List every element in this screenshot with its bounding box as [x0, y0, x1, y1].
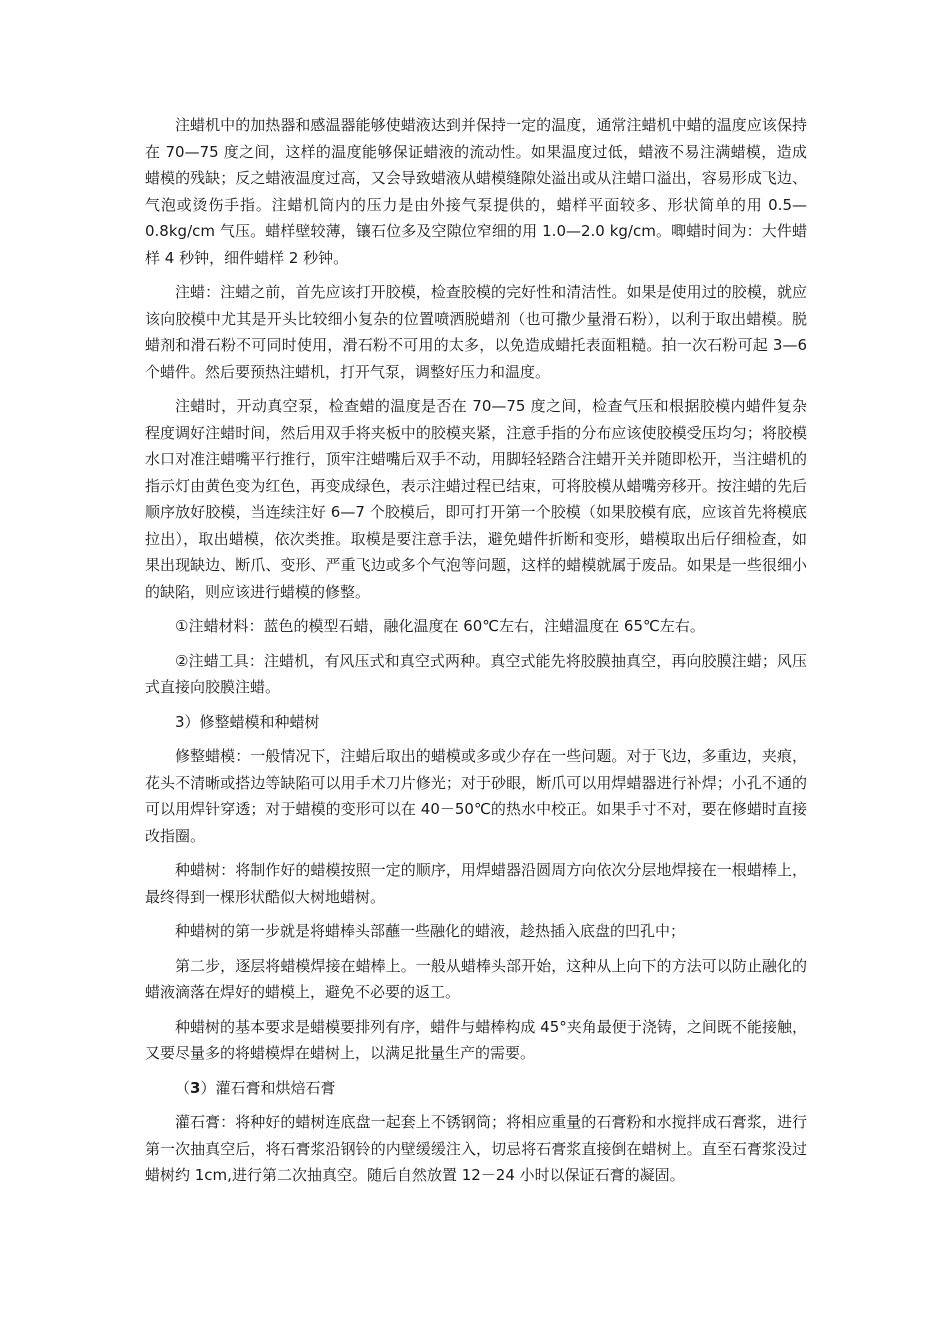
paragraph-trim-wax-model: 修整蜡模：一般情况下，注蜡后取出的蜡模或多或少存在一些问题。对于飞边，多重边，夹痕，花头不清晰或搭边等缺陷可以用手术刀片修光；对于砂眼，断爪可以用焊蜡器进行补焊；小孔不通的可以用焊针穿透；对于蜡模的变形可以在 40－50℃的热水中校正。如果手寸不对，要在修蜡时直接改指圈。 [145, 747, 807, 845]
paragraph-pour-plaster: 灌石膏：将种好的蜡树连底盘一起套上不锈钢筒；将相应重量的石膏粉和水搅拌成石膏浆，进行第一次抽真空后，将石膏浆沿钢铃的内壁缓缓注入，切忌将石膏浆直接倒在蜡树上。直至石膏浆没过蜡树约 1cm,进行第二次抽真空。随后自然放置 12－24 小时以保证石膏的凝固。 [145, 1113, 807, 1184]
document-page [145, 112, 807, 1197]
paragraph-wax-tree-step2: 第二步，逐层将蜡模焊接在蜡棒上。一般从蜡棒头部开始，这种从上向下的方法可以防止融化的蜡液滴落在焊好的蜡模上，避免不必要的返工。 [145, 956, 807, 1001]
heading-number: 3 [190, 1078, 201, 1097]
section-heading-plaster [145, 1075, 807, 1102]
paragraph-injection-tools: ②注蜡工具：注蜡机，有风压式和真空式两种。真空式能先将胶膜抽真空，再向胶膜注蜡；风压式直接向胶膜注蜡。 [145, 651, 807, 696]
paragraph-injection-procedure: 注蜡时，开动真空泵，检查蜡的温度是否在 70—75 度之间，检查气压和根据胶模内蜡件复杂程度调好注蜡时间，然后用双手将夹板中的胶模夹紧，注意手指的分布应该使胶模受压均匀；将胶模水口对准注蜡嘴平行推行，顶牢注蜡嘴后双手不动，用脚轻轻踏合注蜡开关并随即松开，当注蜡机的指示灯由黄色变为红色，再变成绿色，表示注蜡过程已结束，可将胶模从蜡嘴旁移开。按注蜡的先后顺序放好胶模，当连续注好 6—7 个胶模后，即可打开第一个胶模（如果胶模有底，应该首先将模底拉出），取出蜡模，依次类推。取模是要注意手法，避免蜡件折断和变形，蜡模取出后仔细检查，如果出现缺边、断爪、变形、严重飞边或多个气泡等问题，这样的蜡模就属于废品。如果是一些很细小的缺陷，则应该进行蜡模的修整。 [145, 397, 807, 601]
section-heading-trim-and-tree: 3）修整蜡模和种蜡树 [175, 712, 320, 731]
paragraph-injector-temperature: 注蜡机中的加热器和感温器能够使蜡液达到并保持一定的温度，通常注蜡机中蜡的温度应该保持在 70—75 度之间，这样的温度能够保证蜡液的流动性。如果温度过低，蜡液不易注满蜡模，造成蜡模的残缺；反之蜡液温度过高，又会导致蜡液从蜡模缝隙处溢出或从注蜡口溢出，容易形成飞边、气泡或烫伤手指。注蜡机筒内的压力是由外接气泵提供的，蜡样平面较多、形状简单的用 0.5—0.8kg/cm 气压。蜡样壁较薄，镶石位多及空隙位窄细的用 1.0—2.0 kg/cm。唧蜡时间为：大件蜡样 4 秒钟，细件蜡样 2 秒钟。 [145, 116, 807, 267]
paragraph-wax-tree-requirements: 种蜡树的基本要求是蜡模要排列有序，蜡件与蜡棒构成 45°夹角最便于浇铸，之间既不能接触，又要尽量多的将蜡模焊在蜡树上，以满足批量生产的需要。 [145, 1017, 807, 1062]
heading-title: ）灌石膏和烘焙石膏 [200, 1078, 336, 1097]
paragraph-wax-tree-step1: 种蜡树的第一步就是将蜡棒头部蘸一些融化的蜡液，趁热插入底盘的凹孔中； [175, 922, 686, 940]
paragraph-wax-tree: 种蜡树：将制作好的蜡模按照一定的顺序，用焊蜡器沿圆周方向依次分层地焊接在一根蜡棒上，最终得到一棵形状酷似大树地蜡树。 [145, 861, 807, 906]
heading-prefix: （ [175, 1078, 191, 1097]
paragraph-injection-prep: 注蜡：注蜡之前，首先应该打开胶模，检查胶模的完好性和清洁性。如果是使用过的胶模，就应该向胶模中尤其是开头比较细小复杂的位置喷洒脱蜡剂（也可撒少量滑石粉），以利于取出蜡模。脱蜡剂和滑石粉不可同时使用，滑石粉不可用的太多，以免造成蜡托表面粗糙。拍一次石粉可起 3—6 个蜡件。然后要预热注蜡机，打开气泵，调整好压力和温度。 [145, 283, 807, 381]
paragraph-injection-material: ①注蜡材料：蓝色的模型石蜡，融化温度在 60℃左右，注蜡温度在 65℃左右。 [175, 617, 705, 635]
